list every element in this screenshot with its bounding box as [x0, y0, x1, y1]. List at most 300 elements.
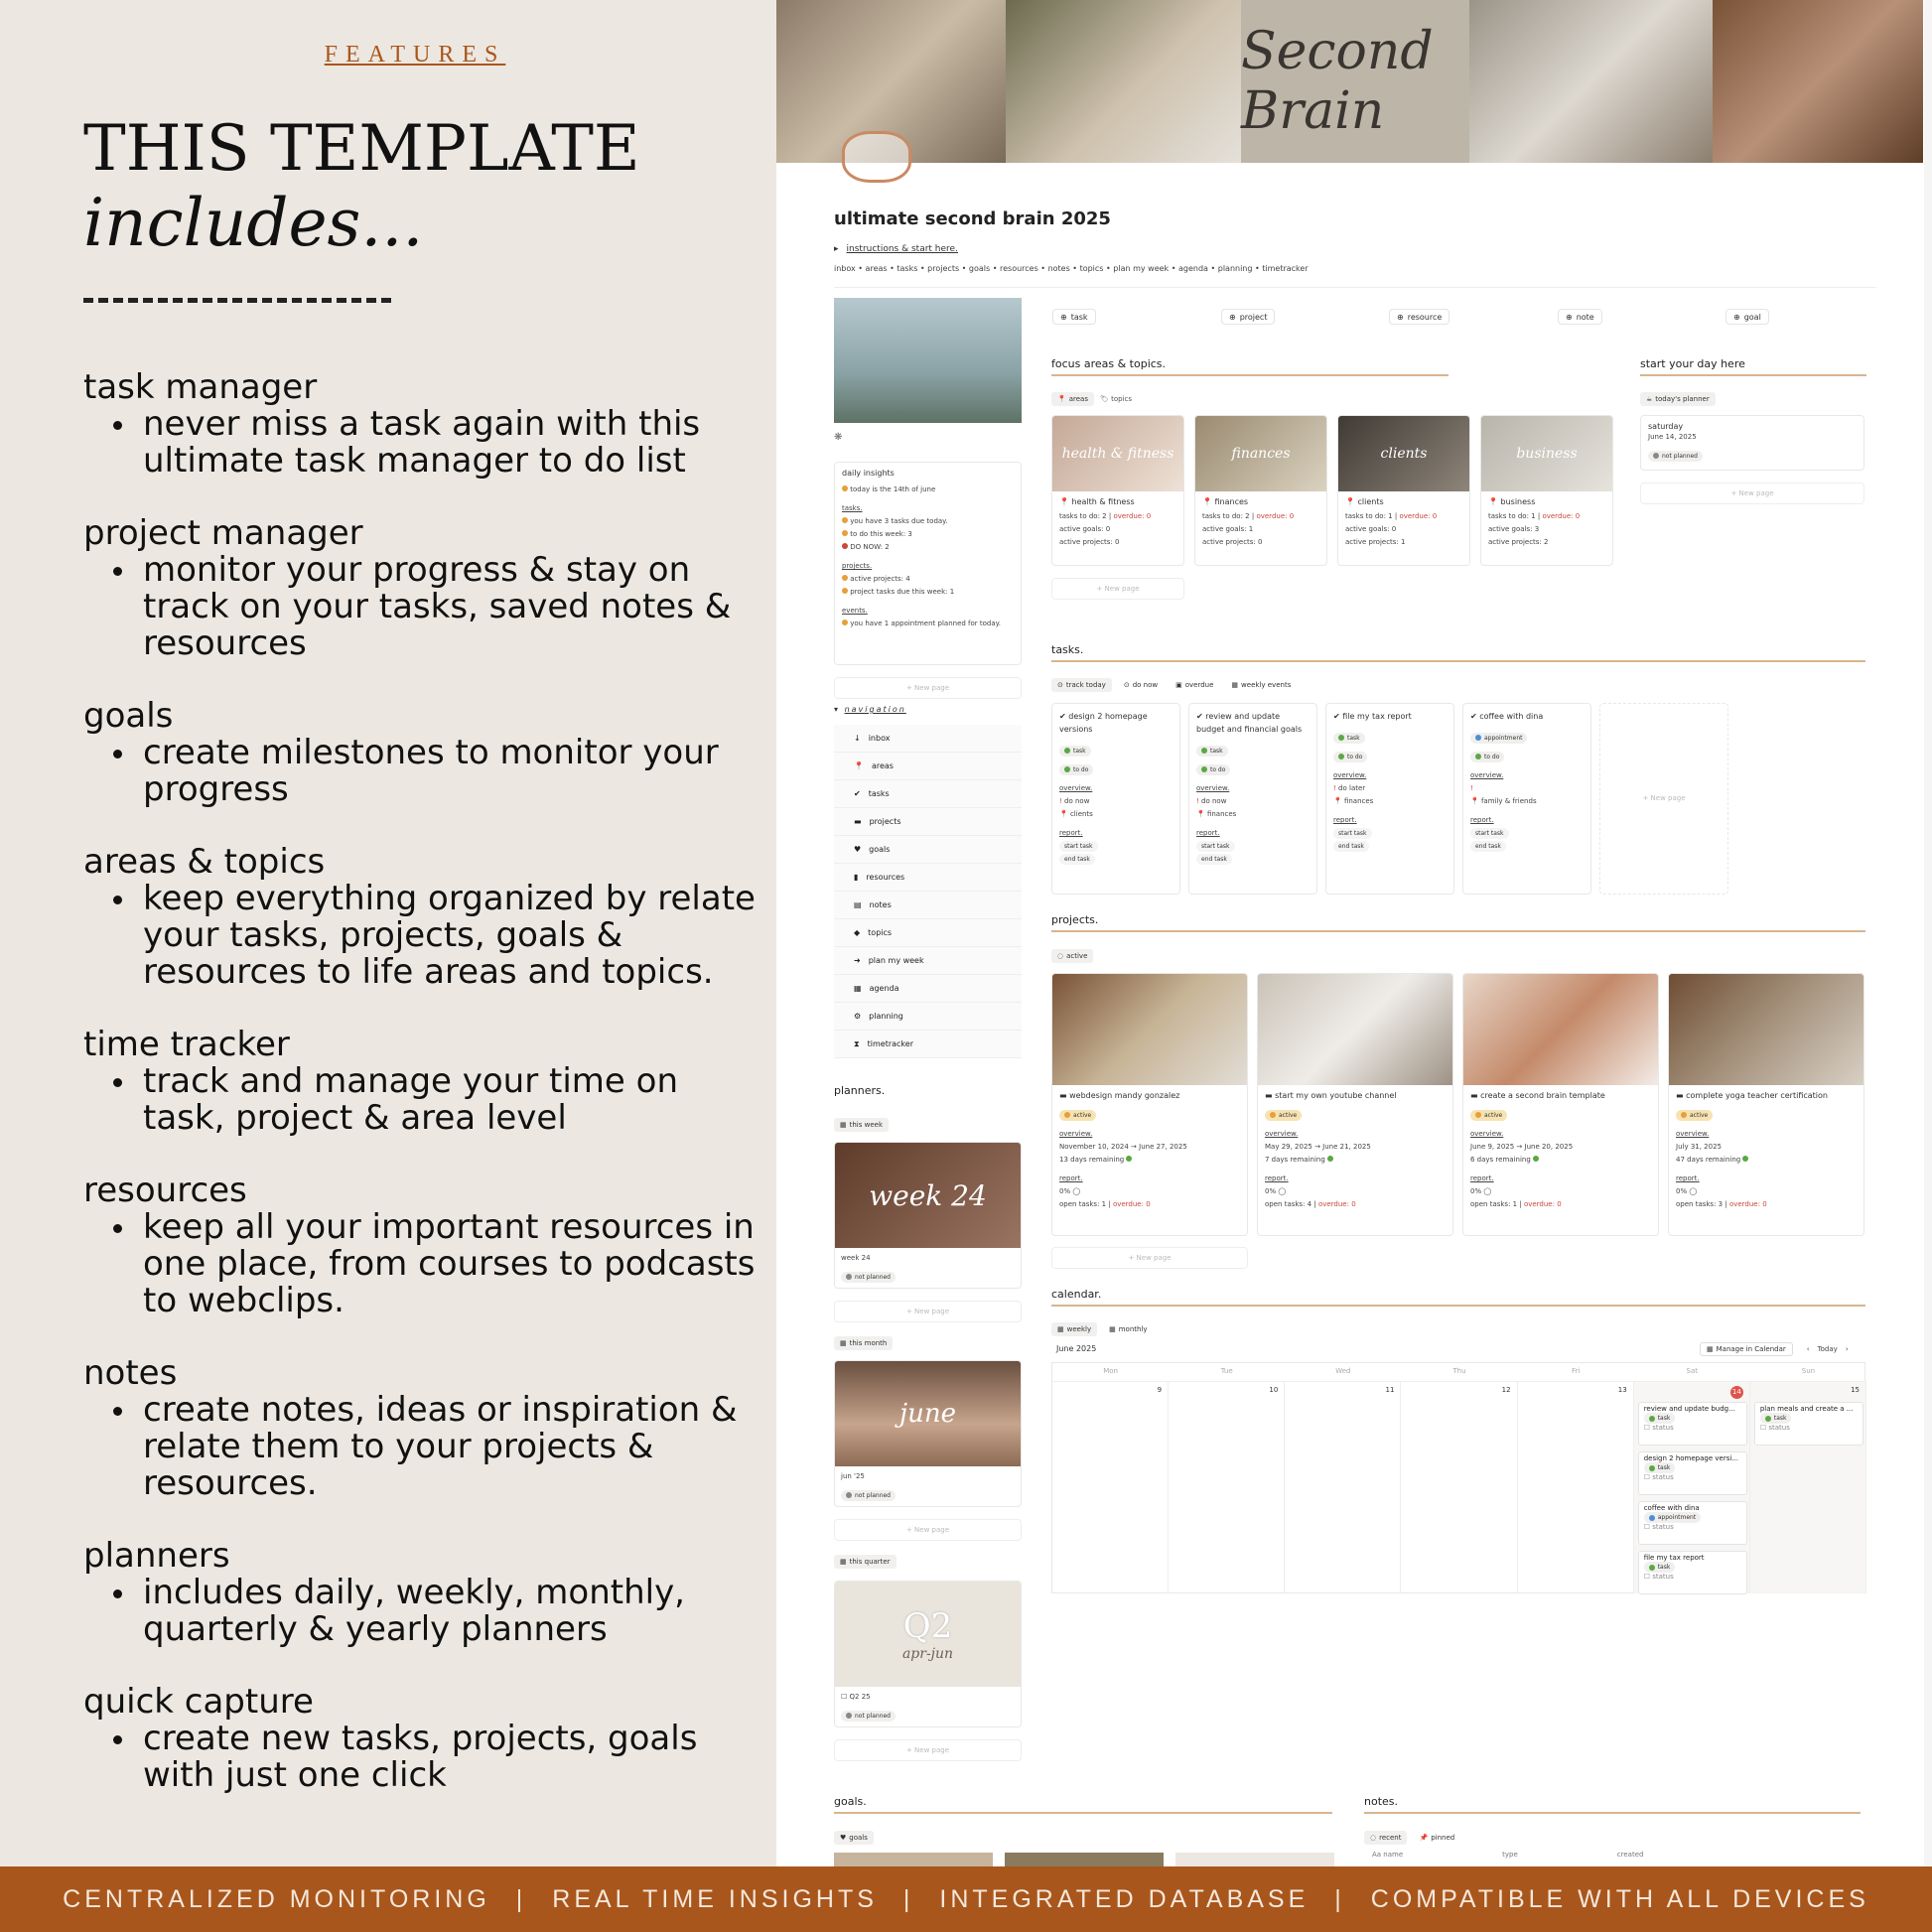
quarter-small-text: apr-jun: [901, 1646, 954, 1662]
type-badge: task: [1196, 746, 1228, 757]
area-name: business: [1500, 497, 1536, 506]
quick-nav-links[interactable]: inbox • areas • tasks • projects • goals • resources • notes • topics • plan my week • agenda • planning • timetracker: [834, 264, 1876, 288]
day-number: 14: [1730, 1386, 1743, 1399]
day-number: 11: [1385, 1386, 1395, 1394]
nav-item-goals[interactable]: [834, 836, 1022, 864]
area-goals: active goals: 0: [1059, 525, 1111, 533]
event-status: status: [1652, 1523, 1674, 1531]
insights-project-line: active projects: 4: [850, 575, 910, 583]
today-button[interactable]: Today: [1817, 1344, 1838, 1353]
area-goals: active goals: 3: [1488, 525, 1540, 533]
task-card[interactable]: [1188, 703, 1317, 895]
end-task-button[interactable]: end task: [1333, 841, 1369, 852]
new-page-button[interactable]: + New page: [1640, 483, 1864, 504]
features-eyebrow: FEATURES: [324, 42, 506, 68]
project-overdue: overdue: 0: [1112, 1200, 1151, 1208]
feature-item: [83, 369, 759, 480]
day-cell[interactable]: [1285, 1381, 1401, 1593]
feature-bullet: create milestones to monitor your progress: [83, 735, 759, 808]
projects-title: projects.: [1051, 913, 1865, 932]
new-page-button[interactable]: + New page: [1051, 1247, 1248, 1269]
scrollbar[interactable]: [1924, 0, 1932, 1866]
area-goals: active goals: 0: [1345, 525, 1397, 533]
feature-item: [83, 698, 759, 808]
event-status: status: [1652, 1473, 1674, 1481]
task-title: coffee with dina: [1479, 712, 1544, 721]
insights-project-line: project tasks due this week: 1: [850, 588, 955, 596]
nav-label: inbox: [868, 734, 891, 743]
project-image: [1258, 974, 1452, 1085]
project-remaining: 47 days remaining: [1676, 1156, 1741, 1164]
features-panel: [0, 0, 776, 1866]
feature-heading: goals: [83, 696, 174, 736]
area-todo: tasks to do: 1 |: [1488, 512, 1541, 520]
banner-separator: |: [515, 1884, 527, 1913]
hero-photo-texture: [1713, 0, 1923, 163]
tab-active[interactable]: ◌ active: [1051, 949, 1093, 963]
report-label: report.: [1059, 1174, 1083, 1182]
project-name: complete yoga teacher certification: [1686, 1091, 1828, 1100]
tab-do-now[interactable]: ⊙ do now: [1123, 681, 1159, 689]
area-overdue: overdue: 0: [1256, 512, 1295, 520]
banner-item: CENTRALIZED MONITORING: [63, 1884, 490, 1913]
calendar-event[interactable]: coffee with dina appointment ☐ status: [1638, 1501, 1747, 1545]
feature-heading: resources: [83, 1171, 247, 1210]
tab-monthly[interactable]: ▦ monthly: [1109, 1325, 1148, 1333]
goals-title: goals.: [834, 1795, 1332, 1814]
insights-tasks-label: tasks.: [842, 504, 863, 512]
focus-tabs: [1051, 386, 1132, 406]
check-icon: ✔: [1196, 712, 1203, 721]
project-dates: June 9, 2025 → June 20, 2025: [1470, 1143, 1574, 1151]
month-card-name: jun '25: [841, 1472, 865, 1480]
nav-label: tasks: [868, 789, 890, 798]
task-area: finances: [1343, 797, 1374, 805]
area-image: health & fitness: [1052, 416, 1183, 491]
status-dot: [842, 530, 848, 536]
next-icon[interactable]: ›: [1845, 1344, 1849, 1353]
navigation-toggle[interactable]: ▾ navigation: [834, 705, 906, 714]
area-card[interactable]: [1480, 415, 1613, 566]
day-cell[interactable]: [1401, 1381, 1517, 1593]
week-card-image: week 24: [835, 1143, 1021, 1248]
report-label: report.: [1059, 829, 1083, 837]
dashed-divider: [83, 298, 391, 303]
plus-icon: ⊕: [1733, 312, 1740, 322]
report-label: report.: [1196, 829, 1220, 837]
project-card[interactable]: ▬ webdesign mandy gonzalez active overview. November 10, 2024 → June 27, 2025 13 days remaining report. 0% ◯ open tasks: 1 | overdue: 0: [1051, 973, 1248, 1236]
nav-item-notes[interactable]: [834, 892, 1022, 919]
banner-separator: |: [902, 1884, 914, 1913]
tab-this-month[interactable]: ▦ this month: [834, 1336, 893, 1350]
calendar-grid: [1051, 1362, 1865, 1593]
status-dot: [842, 575, 848, 581]
project-overdue: overdue: 0: [1523, 1200, 1562, 1208]
feature-bullet: keep everything organized by relate your tasks, projects, goals & resources to life areas and topics.: [83, 881, 759, 991]
nav-item-areas[interactable]: [834, 753, 1022, 780]
pin-icon: 📍: [1196, 810, 1205, 818]
quarter-card-image: [835, 1582, 1021, 1687]
area-card[interactable]: [1051, 415, 1184, 566]
overview-label: overview.: [1059, 1130, 1093, 1138]
nav-item-tasks[interactable]: [834, 780, 1022, 808]
area-todo: tasks to do: 2 |: [1059, 512, 1112, 520]
status-badge: active: [1676, 1110, 1713, 1121]
tab-overdue[interactable]: ▣ overdue: [1175, 681, 1214, 689]
event-status: status: [1652, 1573, 1674, 1581]
nav-item-inbox[interactable]: [834, 725, 1022, 753]
status-dot: [842, 620, 848, 625]
nav-label: areas: [871, 761, 894, 770]
tab-pinned[interactable]: 📌 pinned: [1419, 1834, 1455, 1842]
task-area: clients: [1069, 810, 1093, 818]
day-cell[interactable]: [1052, 1381, 1169, 1593]
day-number: 12: [1501, 1386, 1511, 1394]
prev-icon[interactable]: ‹: [1806, 1344, 1810, 1353]
nav-label: goals: [869, 845, 891, 854]
feature-item: [83, 844, 759, 991]
day-number: 10: [1269, 1386, 1279, 1394]
planners-quarter-tabbar: [834, 1549, 1022, 1569]
insights-task-line: you have 3 tasks due today.: [850, 517, 948, 525]
folder-icon: ▬: [1265, 1091, 1273, 1100]
calendar-event[interactable]: review and update budg... task ☐ status: [1638, 1402, 1747, 1446]
project-open-tasks: open tasks: 4 |: [1265, 1200, 1316, 1208]
project-card[interactable]: ▬ create a second brain template active overview. June 9, 2025 → June 20, 2025 6 days remaining report. 0% ◯ open tasks: 1 | overdue: 0: [1462, 973, 1659, 1236]
task-card[interactable]: [1462, 703, 1591, 895]
nav-label: topics: [868, 928, 893, 937]
project-card[interactable]: ▬ start my own youtube channel active overview. May 29, 2025 → June 21, 2025 7 days remaining report. 0% ◯ open tasks: 4 | overdue: 0: [1257, 973, 1453, 1236]
tab-todays-planner[interactable]: ☕ today's planner: [1640, 392, 1716, 406]
feature-bullet: never miss a task again with this ultimate task manager to do list: [83, 406, 759, 480]
pin-icon: 📍: [1488, 497, 1498, 506]
check-icon: ✔: [1333, 712, 1340, 721]
project-name: create a second brain template: [1480, 1091, 1605, 1100]
area-image: business: [1481, 416, 1612, 491]
status-badge: active: [1059, 1110, 1096, 1121]
tab-weekly-events[interactable]: ▦ weekly events: [1231, 681, 1292, 689]
tab-track-today[interactable]: ⊙ track today: [1051, 678, 1112, 692]
hero-photo-mirror: [1469, 0, 1713, 163]
start-task-button[interactable]: start task: [1059, 841, 1098, 852]
pin-icon: 📍: [1059, 810, 1068, 818]
tab-weekly[interactable]: ▦ weekly: [1051, 1322, 1097, 1336]
status-badge: to do: [1059, 764, 1093, 775]
nav-item-plan-my-week[interactable]: [834, 947, 1022, 975]
focus-areas-title: focus areas & topics.: [1051, 357, 1449, 376]
nav-label: agenda: [869, 984, 899, 993]
area-goals: active goals: 1: [1202, 525, 1254, 533]
banner-separator: |: [1334, 1884, 1345, 1913]
day-cell[interactable]: [1518, 1381, 1634, 1593]
cover-icon: ❋: [834, 432, 843, 443]
projects-tabbar: [1051, 943, 1099, 963]
event-status: status: [1652, 1424, 1674, 1432]
new-note-button[interactable]: ⊕ note: [1558, 309, 1602, 325]
start-task-button[interactable]: start task: [1333, 828, 1372, 839]
feature-bullet: create notes, ideas or inspiration & relate them to your projects & resources.: [83, 1392, 759, 1502]
insights-title: daily insights: [842, 469, 895, 478]
calendar-title: calendar.: [1051, 1288, 1865, 1307]
feature-item: [83, 1355, 759, 1502]
notes-title: notes.: [1364, 1795, 1861, 1814]
tasks-tabs: [1051, 672, 1303, 692]
task-card[interactable]: [1051, 703, 1180, 895]
overview-label: overview.: [1470, 1130, 1504, 1138]
quarter-planner-card[interactable]: Q2 apr-jun ☐ Q2 25 not planned: [834, 1581, 1022, 1727]
end-task-button[interactable]: end task: [1470, 841, 1506, 852]
feature-heading: task manager: [83, 367, 318, 407]
column-name[interactable]: Aa name: [1372, 1851, 1404, 1859]
headline-line2: includes...: [83, 185, 424, 261]
pin-icon: 📍: [1333, 797, 1342, 805]
area-name: health & fitness: [1071, 497, 1135, 506]
new-page-button[interactable]: + New page: [834, 677, 1022, 699]
day-header: Mon: [1103, 1367, 1118, 1375]
feature-heading: quick capture: [83, 1682, 314, 1722]
project-open-tasks: open tasks: 1 |: [1059, 1200, 1111, 1208]
brain-icon: [842, 131, 911, 183]
task-title: design 2 homepage versions: [1059, 712, 1148, 734]
status-badge: to do: [1333, 752, 1367, 762]
tab-areas[interactable]: 📍 areas: [1051, 392, 1094, 406]
start-task-button[interactable]: start task: [1196, 841, 1235, 852]
overview-label: overview.: [1676, 1130, 1710, 1138]
overview-label: overview.: [1265, 1130, 1299, 1138]
status-badge: not planned: [841, 1490, 896, 1501]
project-open-tasks: open tasks: 3 |: [1676, 1200, 1727, 1208]
nav-item-projects[interactable]: [834, 808, 1022, 836]
priority-icon: !: [1196, 797, 1199, 805]
status-badge: to do: [1470, 752, 1504, 762]
insights-today: today is the 14th of june: [850, 485, 936, 493]
planners-title: planners.: [834, 1084, 886, 1097]
day-header: Sat: [1686, 1367, 1699, 1375]
status-badge: not planned: [841, 1711, 896, 1722]
quarter-big-text: Q2: [902, 1606, 953, 1646]
app-screenshot: [776, 0, 1932, 1866]
month-card-image: june: [835, 1361, 1021, 1466]
planners-month-tabbar: [834, 1330, 1022, 1350]
day-header: Thu: [1452, 1367, 1466, 1375]
month-planner-card[interactable]: [834, 1360, 1022, 1507]
banner-item: INTEGRATED DATABASE: [939, 1884, 1310, 1913]
hero-logo-text: Second Brain: [1241, 0, 1469, 163]
event-title: file my tax report: [1643, 1554, 1705, 1562]
area-image: clients: [1338, 416, 1469, 491]
new-page-button[interactable]: + New page: [834, 1301, 1022, 1322]
area-card[interactable]: [1194, 415, 1327, 566]
plus-icon: ⊕: [1229, 312, 1236, 322]
event-title: plan meals and create a ...: [1759, 1405, 1854, 1413]
area-projects: active projects: 2: [1488, 538, 1549, 546]
new-page-button[interactable]: + New page: [834, 1519, 1022, 1541]
type-badge: task: [1644, 1462, 1676, 1473]
calendar-tabs: [1051, 1316, 1160, 1336]
nav-item-timetracker[interactable]: [834, 1031, 1022, 1058]
manage-calendar-button[interactable]: ▦ Manage in Calendar: [1700, 1342, 1793, 1356]
new-project-button[interactable]: ⊕ project: [1221, 309, 1275, 325]
daily-insights-card: [834, 462, 1022, 665]
day-number: 13: [1617, 1386, 1627, 1394]
start-day-title: start your day here: [1640, 357, 1866, 376]
tab-this-quarter[interactable]: ▦ this quarter: [834, 1555, 897, 1569]
report-label: report.: [1333, 816, 1357, 824]
end-task-button[interactable]: end task: [1196, 854, 1232, 865]
task-title: review and update budget and financial goals: [1196, 712, 1303, 734]
nav-label: projects: [869, 817, 901, 826]
project-progress: 0%: [1470, 1187, 1482, 1195]
task-priority: do now: [1201, 797, 1227, 805]
day-header: Tue: [1220, 1367, 1233, 1375]
tab-recent[interactable]: ◌ recent: [1364, 1831, 1407, 1845]
folder-icon: ▬: [1470, 1091, 1478, 1100]
feature-bullet: keep all your important resources in one place, from courses to podcasts to webclips.: [83, 1209, 759, 1319]
column-type[interactable]: type: [1502, 1851, 1518, 1859]
feature-heading: time tracker: [83, 1025, 290, 1064]
nav-item-resources[interactable]: [834, 864, 1022, 892]
status-dot: [842, 517, 848, 523]
feature-heading: areas & topics: [83, 842, 326, 882]
report-label: report.: [1470, 1174, 1494, 1182]
type-badge: appointment: [1470, 733, 1527, 744]
priority-icon: !: [1059, 797, 1062, 805]
day-header: Fri: [1571, 1367, 1581, 1375]
calendar-event[interactable]: design 2 homepage versi... task ☐ status: [1638, 1451, 1747, 1495]
insights-projects-label: projects.: [842, 562, 873, 570]
task-priority: do later: [1338, 784, 1366, 792]
instructions-link[interactable]: instructions & start here.: [846, 244, 958, 254]
goal-card-image: [1005, 1853, 1164, 1866]
sun-icon: [842, 485, 848, 491]
type-badge: task: [1644, 1562, 1676, 1573]
pin-icon: 📍: [1470, 797, 1479, 805]
task-card[interactable]: [1325, 703, 1454, 895]
area-overdue: overdue: 0: [1399, 512, 1438, 520]
navigation-label: navigation: [844, 705, 906, 714]
nav-item-topics[interactable]: [834, 919, 1022, 947]
event-status: status: [1768, 1424, 1790, 1432]
week-card-name: week 24: [841, 1254, 871, 1262]
nav-icon: ✔: [854, 789, 861, 798]
calendar-event[interactable]: plan meals and create a ... task ☐ status: [1754, 1402, 1863, 1446]
area-todo: tasks to do: 2 |: [1202, 512, 1255, 520]
priority-icon: !: [1333, 784, 1336, 792]
calendar-event[interactable]: file my tax report task ☐ status: [1638, 1551, 1747, 1594]
feature-item: [83, 1027, 759, 1137]
day-header: Sun: [1801, 1367, 1816, 1375]
nav-label: timetracker: [867, 1039, 913, 1048]
plus-icon: ⊕: [1397, 312, 1404, 322]
project-card[interactable]: ▬ complete yoga teacher certification active overview. July 31, 2025 47 days remaining report. 0% ◯ open tasks: 3 | overdue: 0: [1668, 973, 1864, 1236]
day-cell[interactable]: [1750, 1381, 1866, 1593]
project-dates: November 10, 2024 → June 27, 2025: [1059, 1143, 1187, 1151]
area-todo: tasks to do: 1 |: [1345, 512, 1398, 520]
insights-task-line: to do this week: 3: [850, 530, 912, 538]
nav-item-agenda[interactable]: [834, 975, 1022, 1003]
nav-icon: ▦: [854, 984, 862, 993]
nav-icon: ↓: [854, 734, 861, 743]
insights-task-line: DO NOW: 2: [850, 543, 890, 551]
status-badge: not planned: [1648, 451, 1703, 462]
area-card[interactable]: [1337, 415, 1470, 566]
headline-line1: THIS TEMPLATE: [83, 112, 640, 186]
nav-icon: ♥: [854, 845, 862, 854]
new-resource-button[interactable]: ⊕ resource: [1389, 309, 1449, 325]
new-task-card[interactable]: + New page: [1599, 703, 1728, 895]
week-planner-card[interactable]: [834, 1142, 1022, 1289]
project-image: [1669, 974, 1863, 1085]
tab-this-week[interactable]: ▦ this week: [834, 1118, 889, 1132]
task-area: family & friends: [1480, 797, 1537, 805]
event-title: design 2 homepage versi...: [1643, 1454, 1738, 1462]
folder-icon: ▬: [1059, 1091, 1067, 1100]
project-image: [1463, 974, 1658, 1085]
check-icon: ✔: [1470, 712, 1477, 721]
new-task-button[interactable]: ⊕ task: [1052, 309, 1096, 325]
instructions-toggle[interactable]: ▸ instructions & start here.: [834, 244, 958, 254]
type-badge: appointment: [1644, 1512, 1701, 1523]
area-name: finances: [1214, 497, 1249, 506]
overview-label: overview.: [1333, 771, 1367, 779]
status-badge: active: [1265, 1110, 1302, 1121]
area-overdue: overdue: 0: [1113, 512, 1152, 520]
nav-icon: ◆: [854, 928, 861, 937]
banner-item: COMPATIBLE WITH ALL DEVICES: [1370, 1884, 1869, 1913]
tab-goals[interactable]: ♥ goals: [834, 1831, 874, 1845]
project-dates: July 31, 2025: [1676, 1143, 1722, 1151]
task-title: file my tax report: [1342, 712, 1412, 721]
tasks-title: tasks.: [1051, 643, 1865, 662]
page-title: ultimate second brain 2025: [834, 208, 1111, 229]
calendar-controls: [1700, 1342, 1849, 1356]
todays-planner-card[interactable]: [1640, 415, 1864, 471]
column-created[interactable]: created: [1616, 1851, 1644, 1859]
project-name: webdesign mandy gonzalez: [1069, 1091, 1180, 1100]
new-goal-button[interactable]: ⊕ goal: [1725, 309, 1769, 325]
hero-photo-woman: [1006, 0, 1241, 163]
pin-icon: 📍: [1059, 497, 1069, 506]
banner-item: REAL TIME INSIGHTS: [552, 1884, 878, 1913]
hero-collage: [776, 0, 1923, 163]
project-remaining: 6 days remaining: [1470, 1156, 1531, 1164]
feature-list: [83, 369, 759, 1830]
tab-topics[interactable]: 🏷 topics: [1099, 395, 1133, 403]
calendar-month: June 2025: [1056, 1344, 1097, 1353]
feature-bullet: includes daily, weekly, monthly, quarterly & yearly planners: [83, 1575, 759, 1648]
type-badge: task: [1760, 1413, 1792, 1424]
new-page-button[interactable]: + New page: [1051, 578, 1184, 600]
project-dates: May 29, 2025 → June 21, 2025: [1265, 1143, 1371, 1151]
palm-cover-image: [834, 298, 1022, 423]
end-task-button[interactable]: end task: [1059, 854, 1095, 865]
nav-item-planning[interactable]: [834, 1003, 1022, 1031]
day-cell[interactable]: [1634, 1381, 1750, 1593]
nav-icon: ▮: [854, 873, 859, 882]
status-badge: not planned: [841, 1272, 896, 1283]
feature-bullet: track and manage your time on task, project & area level: [83, 1063, 759, 1137]
report-label: report.: [1676, 1174, 1700, 1182]
planner-date: June 14, 2025: [1648, 433, 1697, 441]
new-page-button[interactable]: + New page: [834, 1739, 1022, 1761]
report-label: report.: [1265, 1174, 1289, 1182]
nav-icon: ➜: [854, 956, 861, 965]
day-header: Wed: [1335, 1367, 1351, 1375]
start-task-button[interactable]: start task: [1470, 828, 1509, 839]
feature-item: [83, 515, 759, 662]
nav-label: resources: [866, 873, 905, 882]
day-cell[interactable]: [1169, 1381, 1285, 1593]
